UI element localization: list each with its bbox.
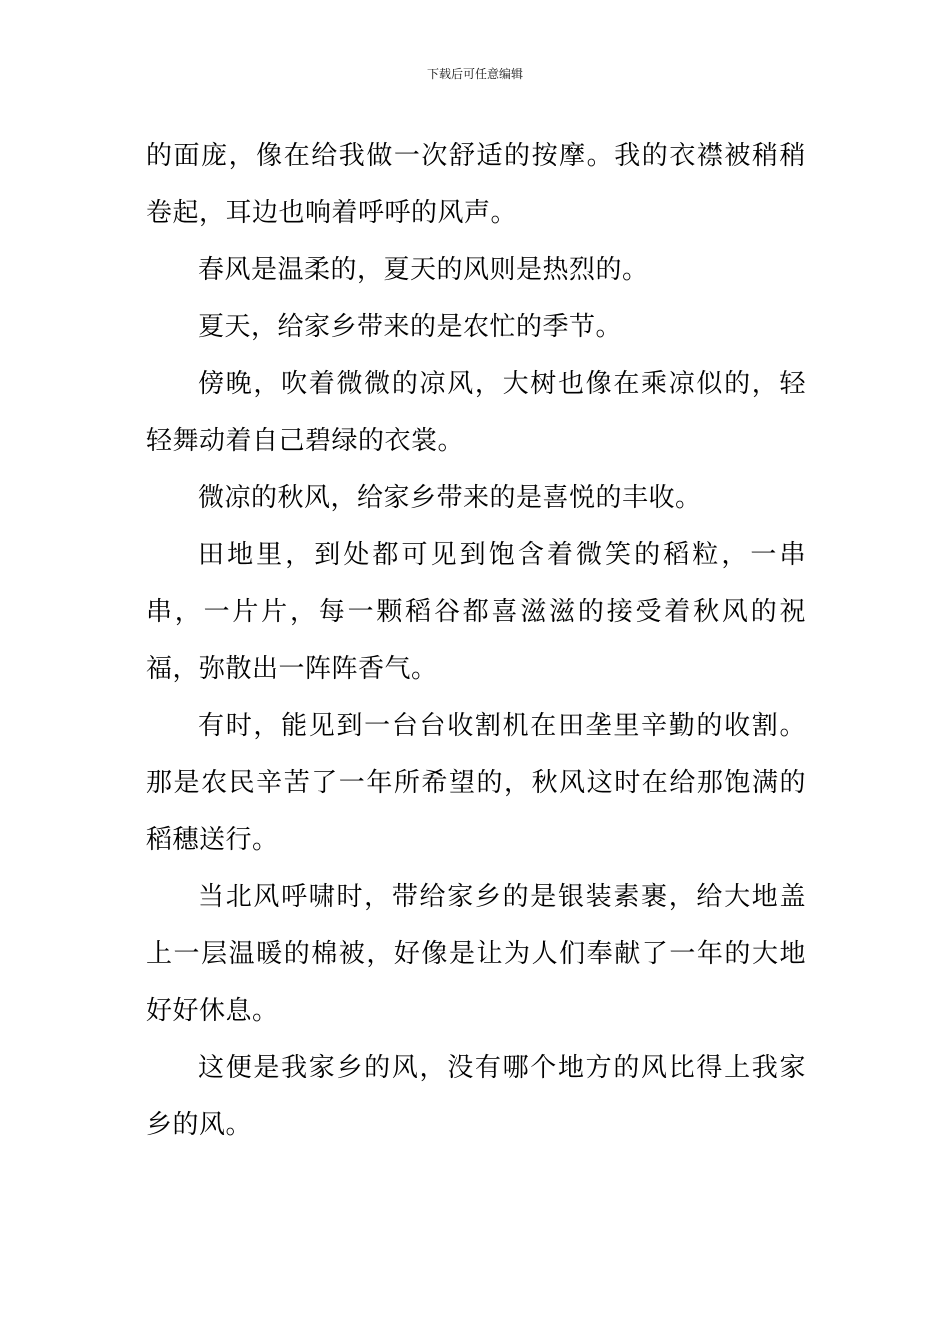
paragraph-continued: 的面庞，像在给我做一次舒适的按摩。我的衣襟被稍稍卷起，耳边也响着呼呼的风声。: [146, 141, 806, 228]
paragraph: 傍晚，吹着微微的凉风，大树也像在乘凉似的，轻轻舞动着自己碧绿的衣裳。: [146, 369, 806, 456]
paragraph: 当北风呼啸时，带给家乡的是银装素裹，给大地盖上一层温暖的棉被，好像是让为人们奉献了一年的大地好好休息。: [146, 882, 806, 1026]
paragraph: 田地里，到处都可见到饱含着微笑的稻粒，一串串，一片片，每一颗稻谷都喜滋滋的接受着秋风的祝福，弥散出一阵阵香气。: [146, 540, 806, 684]
paragraph: 有时，能见到一台台收割机在田垄里辛勤的收割。那是农民辛苦了一年所希望的，秋风这时在给那饱满的稻穗送行。: [146, 711, 806, 855]
paragraph: 这便是我家乡的风，没有哪个地方的风比得上我家乡的风。: [146, 1053, 806, 1140]
paragraph: 微凉的秋风，给家乡带来的是喜悦的丰收。: [198, 483, 702, 513]
paragraph: 春风是温柔的，夏天的风则是热烈的。: [198, 255, 649, 285]
document-body: [146, 128, 806, 1154]
paragraph: 夏天，给家乡带来的是农忙的季节。: [198, 312, 623, 342]
page-header: 下载后可任意编辑: [426, 67, 523, 81]
